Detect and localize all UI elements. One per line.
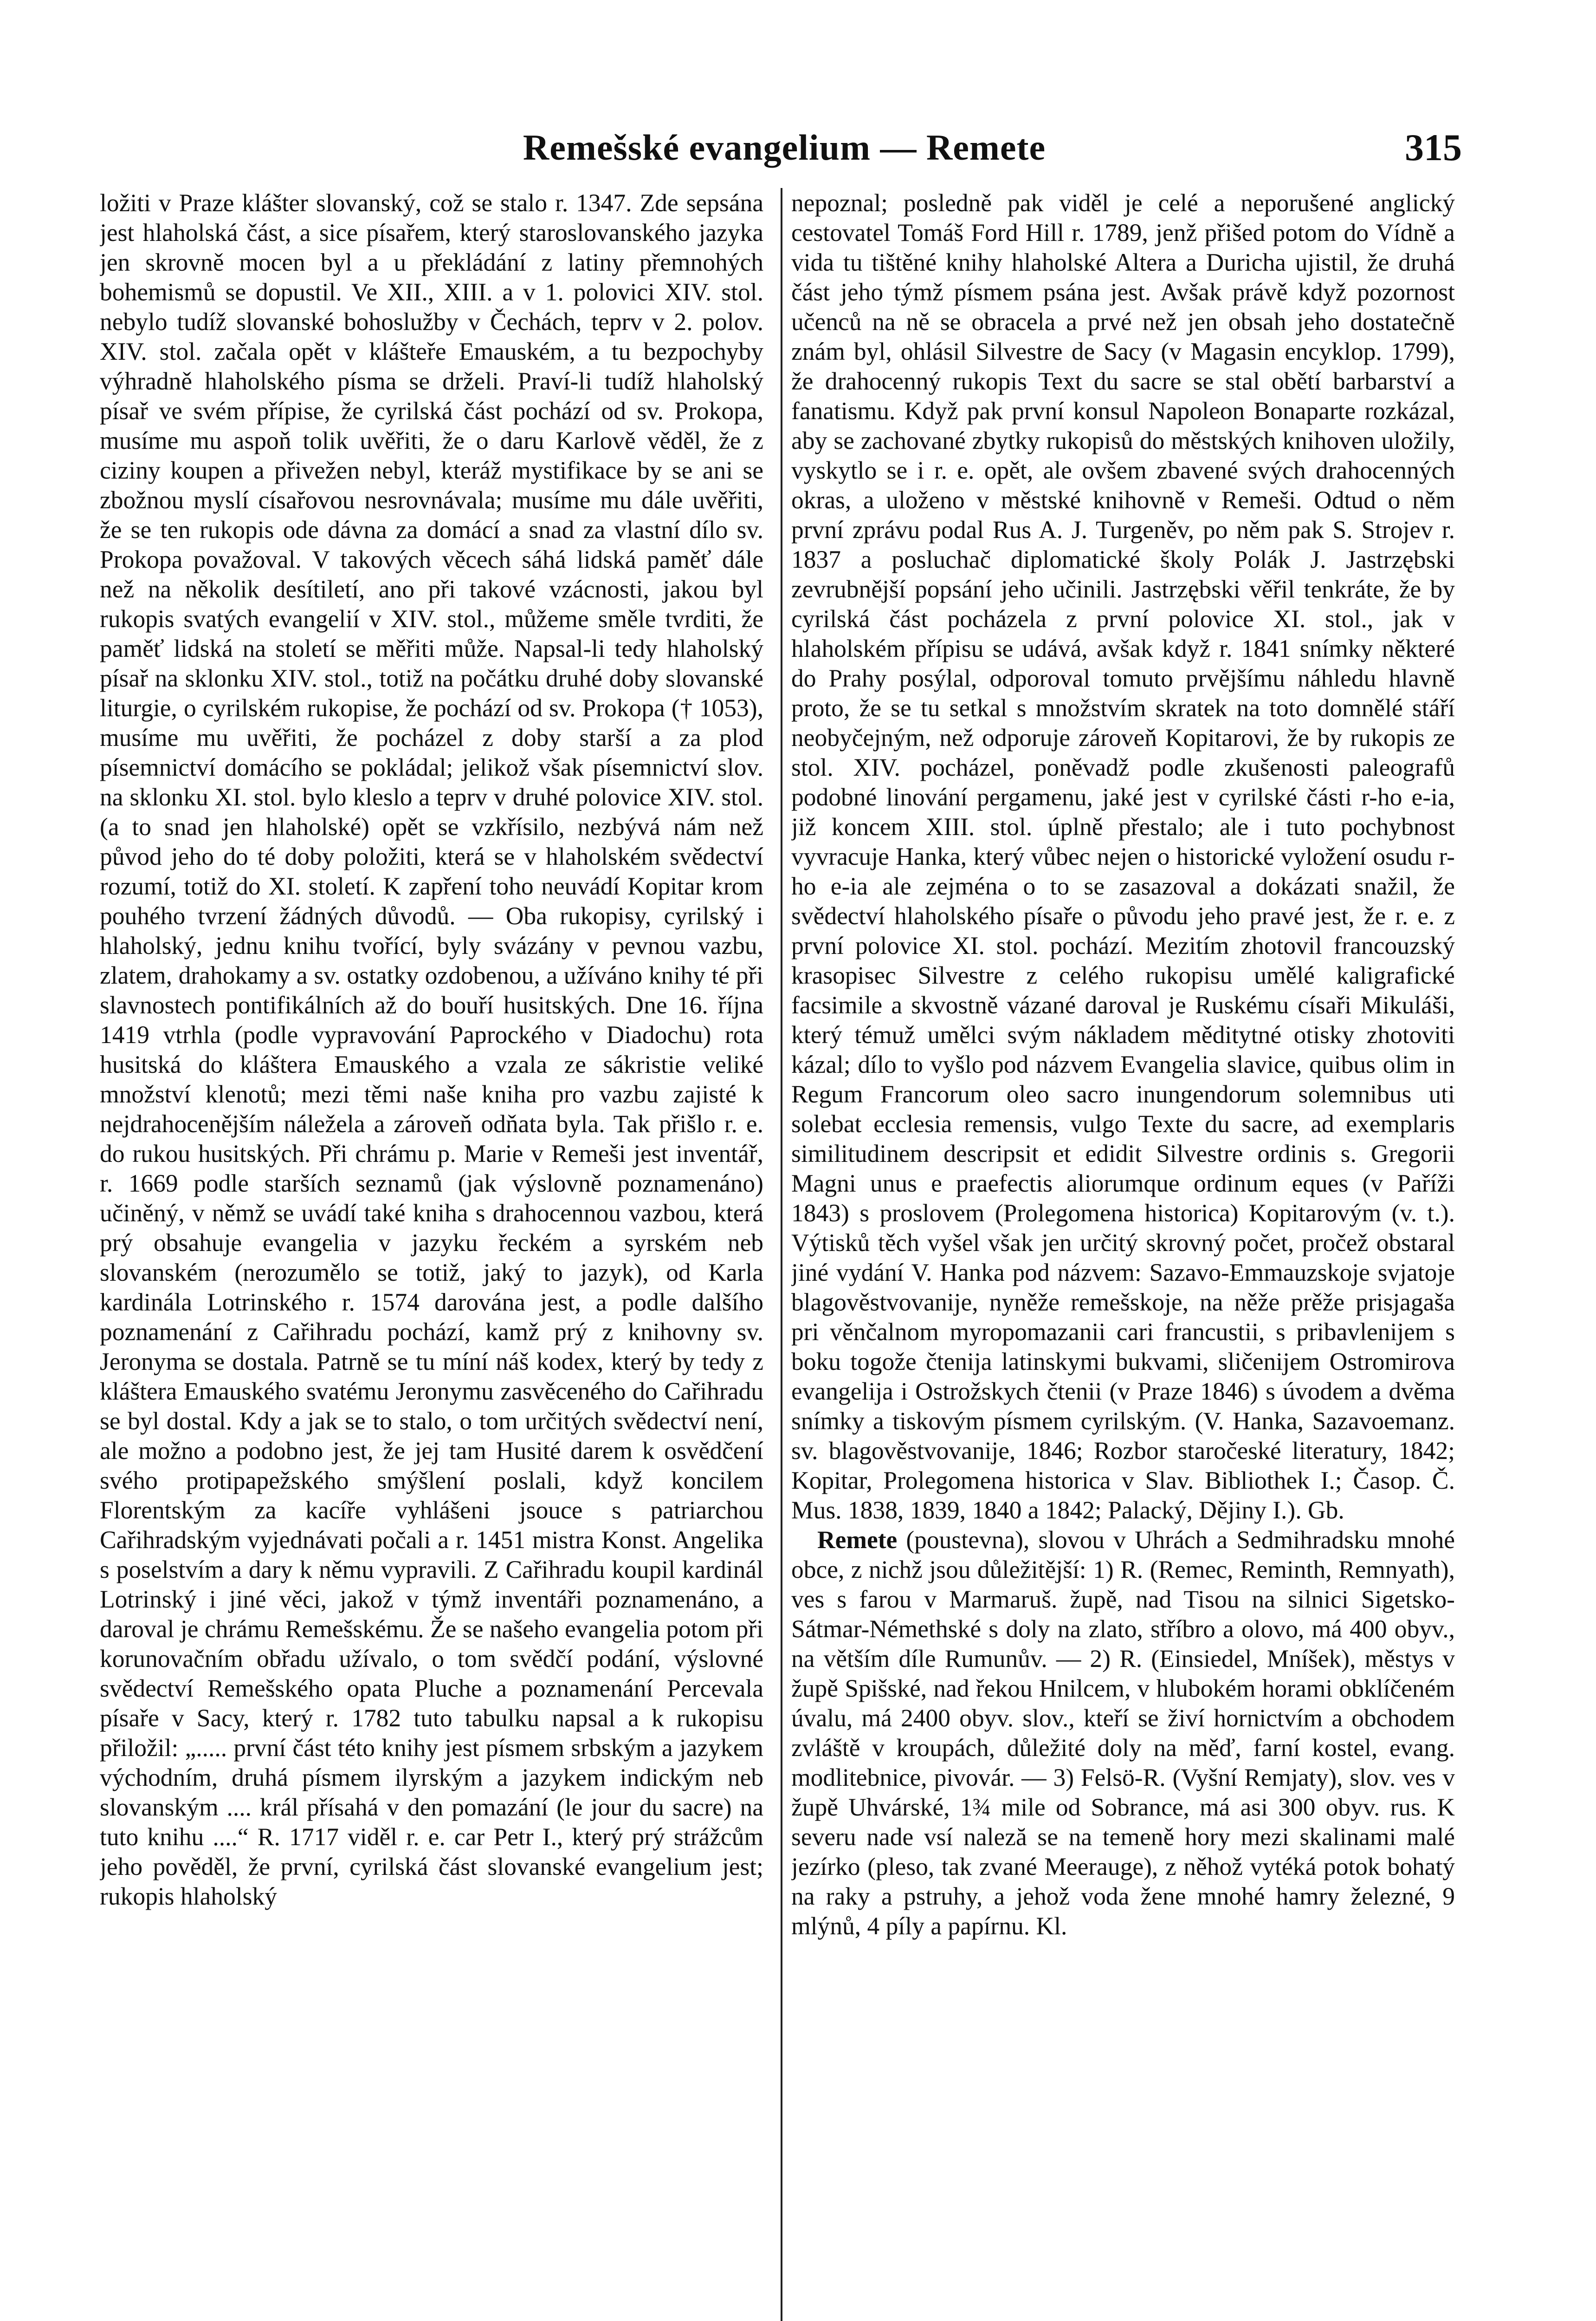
right-column-text: nepoznal; posledně pak viděl je celé a neporušené anglický cestovatel Tomáš Ford Hill r. 1789, jenž přišed potom do Vídně a vida tu tištěné knihy hlaholské Altera a Duricha ujistil, že druhá část jeho týmž písmem psána jest. Avšak právě když pozornost učenců na ně se obracela a prvé než jen obsah jeho dostatečně znám byl, ohlásil Silvestre de Sacy (v Magasin encyklop. 1799), že drahocenný rukopis Text du sacre se stal obětí barbarství a fanatismu. Když pak první konsul Napoleon Bonaparte rozkázal, aby se zachované zbytky rukopisů do městských knihoven uložily, vyskytlo se i r. e. opět, ale ovšem zbavené svých drahocenných okras, a uloženo v městské knihovně v Remeši. Odtud o něm první zprávu podal Rus A. J. Turgeněv, po něm pak S. Strojev r. 1837 a posluchač diplomatické školy Polák J. Jastrzębski zevrubnější popsání jeho učinili. Jastrzębski věřil tenkráte, že by cyrilská část pocházela z první polovice XI. stol., jak v hlaholském přípisu se udává, avšak když r. 1841 snímky některé do Prahy posýlal, odporoval tomuto prvějšímu náhledu hlavně proto, že se tu setkal s množstvím skratek na toto domnělé stáří neobyčejným, než odporuje zároveň Kopitarovi, že by rukopis ze stol. XIV. pocházel, poněvadž podle zkušenosti paleografů podobné linování pergamenu, jaké jest v cyrilské části r-ho e-ia, již koncem XIII. stol. úplně přestalo; ale i tuto pochybnost vyvracuje Hanka, který vůbec nejen o historické vyložení osudu r-ho e-ia ale zejména o to se zasazoval a dokázati snažil, že svědectví hlaholského písaře o původu jeho pravé jest, že r. e. z první polovice XI. stol. pochází. Mezitím zhotovil francouzský krasopisec Silvestre z celého rukopisu umělé kaligrafické facsimile a skvostně vázané daroval je Ruskému císaři Mikuláši, který témuž umělci svým nákladem měditytné otisky zhotoviti kázal; dílo to vyšlo pod názvem Evangelia slavice, quibus olim in Regum Francorum oleo sacro inungendorum solemnibus uti solebat ecclesia remensis, vulgo Texte du sacre, ad exemplaris similitudinem descripsit et edidit Silvestre ordinis s. Gregorii Magni unus e praefectis aliorumque ordinum eques (v Paříži 1843) s proslovem (Prolegomena historica) Kopitarovým (v. t.). Výtisků těch vyšel však jen určitý skrovný počet, pročež obstaral jiné vydání V. Hanka pod názvem: Sazavo-Emmauzskoje svjatoje blagověstvovanije, nyněže remešskoje, na něže prěže prisjagaša pri věnčalnom myropomazanii cari francustii, s pribavlenijem s boku togože čtenija latinskymi bukvami, sličenijem Ostromirova evangelija i Ostrožskych čtenii (v Praze 1846) s úvodem a dvěma snímky a tiskovým písmem cyrilským. (V. Hanka, Sazavoemanz. sv. blagověstvovanije, 1846; Rozbor staročeské literatury, 1842; Kopitar, Prolegomena historica v Slav. Bibliothek I.; Časop. Č. Mus. 1838, 1839, 1840 a 1842; Palacký, Dějiny I.). Gb. bbox=[791, 189, 1455, 1524]
entry-remete bbox=[791, 1525, 1455, 1941]
left-column bbox=[100, 188, 763, 2321]
entry-body: (poustevna), slovou v Uhrách a Sedmihradsku mnohé obce, z nichž jsou důležitější: 1) R. (Remec, Reminth, Remnyath), ves s farou v Marmaruš. župě, nad Tisou na silnici Sigetsko-Sátmar-Némethské s doly na zlato, stříbro a olovo, má 400 obyv., na větším díle Rumunův. — 2) R. (Einsiedel, Mníšek), městys v župě Spišské, nad řekou Hnilcem, v hlubokém horami obklíčeném úvalu, má 2400 obyv. slov., kteří se živí hornictvím a obchodem zvláště v kroupách, důležité doly na měď, farní kostel, evang. modlitebnice, pivovár. — 3) Felsö-R. (Vyšní Remjaty), slov. ves v župě Uhvárské, 1¾ mile od Sobrance, má asi 300 obyv. rus. K severu nade vsí naleză se na temeně hory mezi skalinami malé jezírko (pleso, tak zvané Meerauge), z něhož vytéká potok bohatý na raky a pstruhy, a jehož voda žene mnohé hamry železné, 9 mlýnů, 4 píly a papírnu. Kl. bbox=[791, 1526, 1455, 1940]
page-header bbox=[107, 120, 1462, 175]
left-column-text: ložiti v Praze klášter slovanský, což se stalo r. 1347. Zde sepsána jest hlaholská část, a sice písařem, který staroslovanského jazyka jen skrovně mocen byl a u překládání z latiny přemnohých bohemismů se dopustil. Ve XII., XIII. a v 1. polovici XIV. stol. nebylo tudíž slovanské bohoslužby v Čechách, teprv v 2. polov. XIV. stol. začala opět v klášteře Emauském, a tu bezpochyby výhradně hlaholského písma se drželi. Praví-li tudíž hlaholský písař ve svém přípise, že cyrilská část pochází od sv. Prokopa, musíme mu aspoň tolik uvěřiti, že o daru Karlově věděl, že z ciziny koupen a přivežen nebyl, kteráž mystifikace by se ani se zbožnou myslí císařovou nesrovnávala; musíme mu dále uvěřiti, že se ten rukopis ode dávna za domácí a snad za vlastní dílo sv. Prokopa považoval. V takových věcech sáhá lidská paměť dále než na několik desítiletí, ano při takové vzácnosti, jakou byl rukopis svatých evangelií v XIV. stol., můžeme směle tvrditi, že paměť lidská na století se měřiti může. Napsal-li tedy hlaholský písař na sklonku XIV. stol., totiž na počátku druhé doby slovanské liturgie, o cyrilském rukopise, že pochází od sv. Prokopa († 1053), musíme mu uvěřiti, že pocházel z doby starší a za plod písemnictví domácího se pokládal; jelikož však písemnictví slov. na sklonku XI. stol. bylo kleslo a teprv v druhé polovice XIV. stol. (a to snad jen hlaholské) opět se vzkřísilo, nezbývá nám než původ jeho do té doby položiti, která se v hlaholském svědectví rozumí, totiž do XI. století. K zapření toho neuvádí Kopitar krom pouhého tvrzení žádných důvodů. — Oba rukopisy, cyrilský i hlaholský, jednu knihu tvořící, byly svázány v pevnou vazbu, zlatem, drahokamy a sv. ostatky ozdobenou, a užíváno knihy té při slavnostech pontifikálních až do bouří husitských. Dne 16. října 1419 vtrhla (podle vypravování Paprockého v Diadochu) rota husitská do kláštera Emauského a vzala ze sákristie veliké množství klenotů; mezi těmi naše kniha pro vazbu zajisté k nejdrahocenějším náležela a zároveň odňata byla. Tak přišlo r. e. do rukou husitských. Při chrámu p. Marie v Remeši jest inventář, r. 1669 podle starších seznamů (jak výslovně poznamenáno) učiněný, v němž se uvádí také kniha s drahocennou vazbou, která prý obsahuje evangelia v jazyku řeckém a syrském neb slovanském (nerozumělo se totiž, jaký to jazyk), od Karla kardinála Lotrinského r. 1574 darována jest, a podle dalšího poznamenání z Cařihradu pochází, kamž prý z knihovny sv. Jeronyma se dostala. Patrně se tu míní náš kodex, který by tedy z kláštera Emauského svatému Jeronymu zasvěceného do Cařihradu se byl dostal. Kdy a jak se to stalo, o tom určitých svědectví není, ale možno a podobno jest, že jej tam Husité darem k osvědčení svého protipapežského smýšlení poslali, když koncilem Florentským za kacíře vyhlášeni jsouce s patriarchou Cařihradským vyjednávati počali a r. 1451 mistra Konst. Angelika s poselstvím a dary k němu vypravili. Z Cařihradu koupil kardinál Lotrinský i jiné věci, jakož v týmž inventáři poznamenáno, a daroval je chrámu Remešskému. Že se našeho evangelia potom při korunovačním obřadu užívalo, o tom svědčí podání, výslovné svědectví Remešského opata Pluche a poznamenání Percevala písaře v Sacy, který r. 1782 tuto tabulku napsal a k rukopisu přiložil: „..... první část této knihy jest písmem srbským a jazykem východním, druhá písmem ilyrským a jazykem indickým neb slovanským .... král přísahá v den pomazání (le jour du sacre) na tuto knihu ....“ R. 1717 viděl r. e. car Petr I., který prý strážcům jeho pověděl, že první, cyrilská část slovanské evangelium jest; rukopis hlaholský bbox=[100, 189, 763, 1910]
page-number: 315 bbox=[1405, 126, 1462, 169]
right-column bbox=[791, 188, 1455, 2321]
entry-headword: Remete bbox=[817, 1526, 898, 1554]
running-head: Remešské evangelium — Remete bbox=[523, 127, 1046, 168]
column-divider bbox=[781, 188, 782, 2321]
